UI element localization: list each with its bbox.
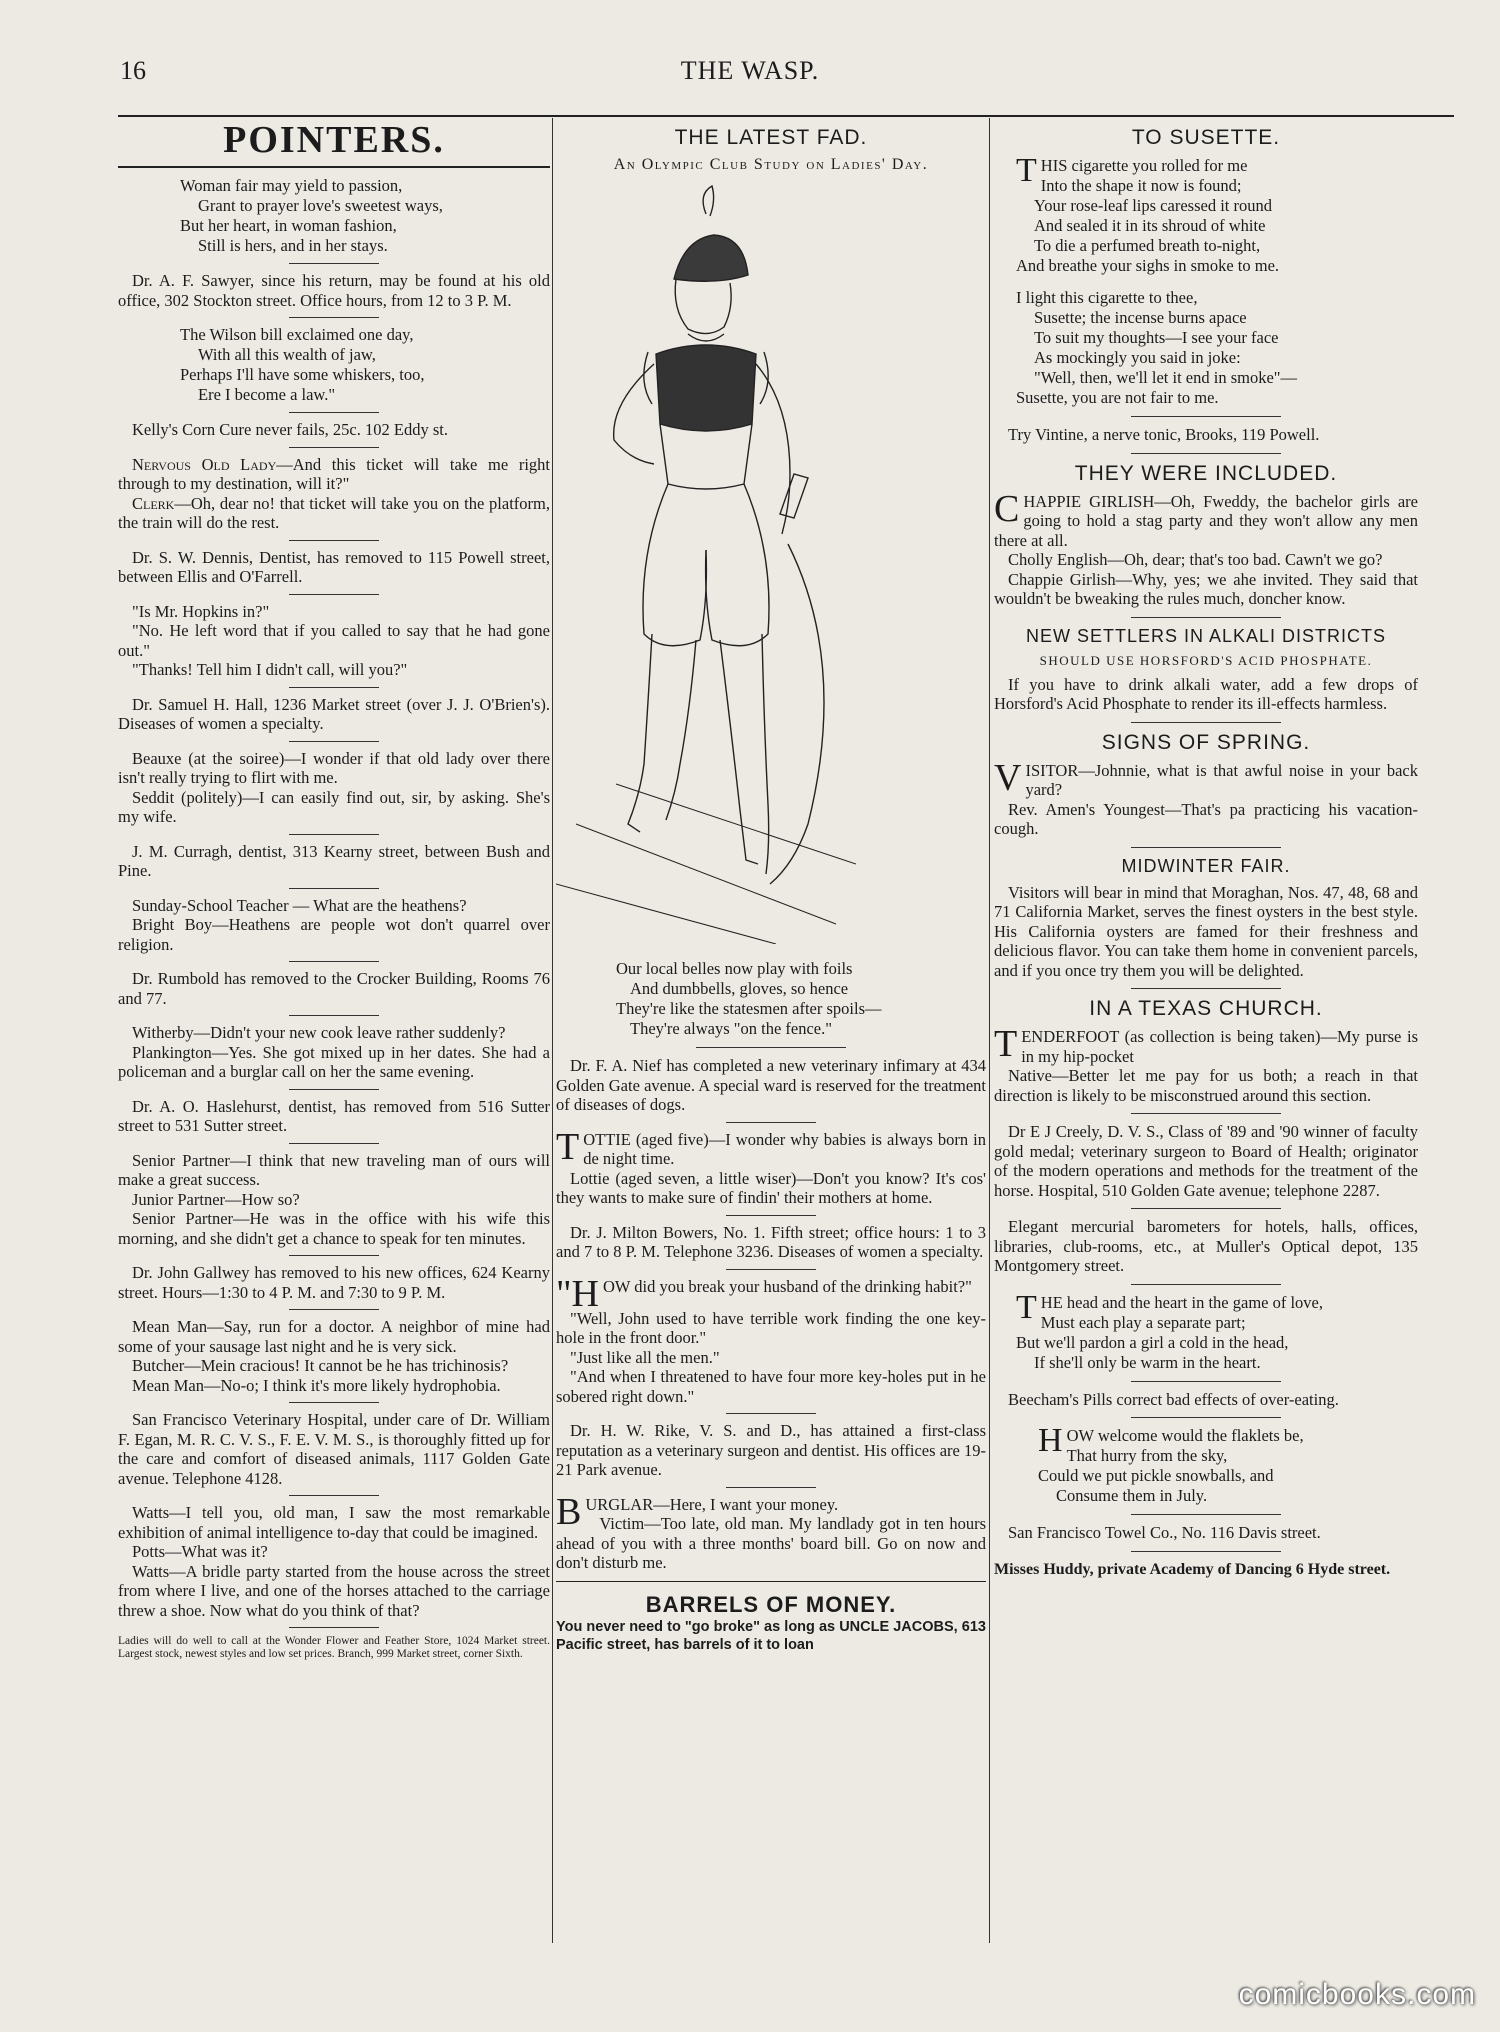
separator <box>1131 1417 1281 1418</box>
section-title-midwinter-fair: MIDWINTER FAIR. <box>1121 855 1291 876</box>
paragraph: Dr. John Gallwey has removed to his new offices, 624 Kearny street. Hours—1:30 to 4 P. M. and 7:30 to 9 P. M. <box>118 1263 550 1302</box>
dialogue-line: Junior Partner—How so? <box>132 1189 300 1209</box>
dialogue: OTTIE (aged five)—I wonder why babies is always born in de night time. <box>583 1129 986 1168</box>
dialogue-line: Senior Partner—He was in the office with his wife this morning, and she didn't get a chance to speak for ten minutes. <box>118 1209 550 1248</box>
item-rumbold <box>118 969 550 1008</box>
separator <box>1131 722 1281 723</box>
poem-head-and-heart <box>1016 1288 1418 1373</box>
subtitle-horsford: SHOULD USE HORSFORD'S ACID PHOSPHATE. <box>1039 652 1373 668</box>
poem-flaklets <box>1038 1422 1418 1506</box>
dialogue-line <box>118 494 550 533</box>
separator <box>726 1487 816 1488</box>
drop-cap: "H <box>556 1272 599 1315</box>
dialogue-line: Lottie (aged seven, a little wiser)—Don't you know? It's cos' they wants to make sure of findin' their mothers at home. <box>556 1168 986 1207</box>
item-nief <box>556 1056 986 1115</box>
column-right <box>994 118 1418 1943</box>
verse-gap <box>1016 276 1418 288</box>
separator <box>1131 1284 1281 1285</box>
caption-line: They're like the statesmen after spoils— <box>616 999 882 1018</box>
item-dennis <box>118 548 550 587</box>
item-gallwey <box>118 1263 550 1302</box>
item-burglar <box>556 1490 986 1573</box>
verse-line: But her heart, in woman fashion, <box>180 216 397 235</box>
verse-line: Still is hers, and in her stays. <box>198 236 388 255</box>
dialogue-line <box>556 1125 986 1169</box>
separator <box>289 1402 379 1403</box>
verse-line: To die a perfumed breath to-night, <box>1034 236 1261 255</box>
separator <box>1131 1208 1281 1209</box>
paragraph: San Francisco Veterinary Hospital, under care of Dr. William F. Egan, M. R. C. V. S., F. E. V. M. S., is thoroughly fitted up for the care and comfort of diseased animals, 1117 Golden Gate avenue. Telephone 4128. <box>118 1410 550 1488</box>
verse-line: Susette; the incense burns apace <box>1034 308 1247 327</box>
item-creely <box>994 1122 1418 1200</box>
item-witherby <box>118 1023 550 1082</box>
item-sawyer <box>118 271 550 310</box>
verse-line: I light this cigarette to thee, <box>1016 288 1198 307</box>
dialogue: HAPPIE GIRLISH—Oh, Fweddy, the bachelor girls are going to hold a stag party and they won't allow any men there at all. <box>994 491 1418 550</box>
separator <box>1131 1381 1281 1382</box>
dialogue-line: Senior Partner—I think that new traveling man of ours will make a great success. <box>118 1150 550 1189</box>
section-title-they-were-included: THEY WERE INCLUDED. <box>1074 461 1338 485</box>
drop-cap: V <box>994 756 1022 799</box>
dialogue-line: Native—Better let me pay for us both; a reach in that direction is likely to be misconstrued around this section. <box>994 1066 1418 1105</box>
dialogue-line: Potts—What was it? <box>132 1542 268 1561</box>
item-mean-man <box>118 1317 550 1395</box>
item-haslehurst <box>118 1097 550 1136</box>
ad-body-uncle-jacobs: You never need to "go broke" as long as UNCLE JACOBS, 613 Pacific street, has barrels of it to loan <box>556 1618 986 1653</box>
dialogue-line: Seddit (politely)—I can easily find out, sir, by asking. She's my wife. <box>118 787 550 826</box>
column-latest-fad <box>556 118 986 1943</box>
drop-cap: C <box>994 487 1020 530</box>
paragraph: Dr. A. O. Haslehurst, dentist, has removed from 516 Sutter street to 531 Sutter street. <box>118 1096 550 1135</box>
separator <box>289 1255 379 1256</box>
dialogue: URGLAR—Here, I want your money. <box>585 1494 839 1514</box>
separator <box>289 412 379 413</box>
paragraph: J. M. Curragh, dentist, 313 Kearny street, between Bush and Pine. <box>118 841 550 880</box>
separator <box>1131 453 1281 454</box>
dialogue-line: "Just like all the men." <box>570 1347 720 1367</box>
separator <box>289 447 379 448</box>
paragraph: Try Vintine, a nerve tonic, Brooks, 119 Powell. <box>1008 425 1320 444</box>
section-title-new-settlers: NEW SETTLERS IN ALKALI DISTRICTS <box>1025 625 1387 646</box>
separator <box>1131 1551 1281 1552</box>
speaker: Clerk <box>132 493 175 513</box>
column-divider <box>552 118 553 1943</box>
drop-cap: T <box>556 1125 580 1168</box>
separator <box>289 1495 379 1496</box>
separator <box>289 1015 379 1016</box>
item-senior-partner <box>118 1151 550 1249</box>
item-horsford <box>994 675 1418 714</box>
verse-line: "Well, then, we'll let it end in smoke"— <box>1034 368 1298 387</box>
verse-line: Ere I become a law." <box>198 385 336 404</box>
dialogue: ISITOR—Johnnie, what is that awful noise in your back yard? <box>1025 760 1418 799</box>
item-tenderfoot <box>994 1023 1418 1105</box>
ad-title-barrels: BARRELS OF MONEY. <box>645 1591 897 1617</box>
separator <box>1131 847 1281 848</box>
section-title-latest-fad: THE LATEST FAD. <box>674 126 868 149</box>
separator <box>1131 988 1281 989</box>
item-rike <box>556 1421 986 1480</box>
section-title-pointers: POINTERS. <box>118 118 550 168</box>
paragraph: Kelly's Corn Cure never fails, 25c. 102 Eddy st. <box>132 420 448 439</box>
dialogue-line: Watts—I tell you, old man, I saw the most remarkable exhibition of animal intelligence to-day that could be imagined. <box>118 1503 550 1542</box>
drop-cap: H <box>1038 1422 1063 1459</box>
dialogue: OW did you break your husband of the drinking habit?" <box>602 1276 972 1296</box>
ad-rule <box>556 1581 986 1582</box>
verse-line: But we'll pardon a girl a cold in the head, <box>1016 1332 1289 1352</box>
dialogue-line: Bright Boy—Heathens are people wot don't quarrel over religion. <box>118 915 550 954</box>
item-drinking-habit <box>556 1272 986 1407</box>
dialogue: —Oh, dear no! that ticket will take you on the platform, the train will do the rest. <box>118 493 550 532</box>
dialogue-line <box>994 756 1418 800</box>
separator <box>289 687 379 688</box>
separator <box>289 741 379 742</box>
dialogue-line <box>994 1023 1418 1066</box>
separator <box>289 1089 379 1090</box>
separator <box>289 834 379 835</box>
section-title-to-susette: TO SUSETTE. <box>1131 126 1281 149</box>
dialogue-line: Sunday-School Teacher — What are the heathens? <box>132 895 467 915</box>
item-beauxe <box>118 749 550 827</box>
caption-line: They're always "on the fence." <box>630 1019 832 1038</box>
dialogue-line: "And when I threatened to have four more key-holes put in he sobered right down." <box>556 1367 986 1406</box>
dialogue-line <box>556 1272 986 1315</box>
dialogue-line: Victim—Too late, old man. My landlady got in ten hours ahead of you with a three months' board bill. Go on now and don't disturb me. <box>556 1514 986 1572</box>
dialogue-line: Beauxe (at the soiree)—I wonder if that old lady over there isn't really trying to flirt with me. <box>118 748 550 787</box>
item-sunday-school <box>118 896 550 955</box>
separator <box>1131 1113 1281 1114</box>
dialogue: —And this ticket will take me right through to my destination, will it?" <box>118 454 550 493</box>
separator <box>289 961 379 962</box>
verse-line: Susette, you are not fair to me. <box>1016 388 1219 407</box>
verse-line: Woman fair may yield to passion, <box>180 176 403 195</box>
paragraph: Dr. Samuel H. Hall, 1236 Market street (over J. J. O'Brien's). Diseases of women a specialty. <box>118 694 550 733</box>
paragraph: Dr. Rumbold has removed to the Crocker Building, Rooms 76 and 77. <box>118 969 550 1008</box>
dialogue-line: Butcher—Mein cracious! It cannot be he has trichinosis? <box>132 1356 509 1375</box>
separator <box>289 594 379 595</box>
paragraph: If you have to drink alkali water, add a few drops of Horsford's Acid Phosphate to render its ill-effects harmless. <box>994 674 1418 713</box>
item-tottie <box>556 1125 986 1208</box>
paragraph: Dr. F. A. Nief has completed a new veterinary infimary at 434 Golden Gate avenue. A special ward is reserved for the treatment of diseases of dogs. <box>556 1056 986 1114</box>
verse-line: To suit my thoughts—I see your face <box>1034 328 1279 347</box>
separator <box>289 1143 379 1144</box>
column-pointers <box>118 118 550 1943</box>
item-hopkins <box>118 602 550 680</box>
separator <box>1131 1514 1281 1515</box>
item-bowers <box>556 1223 986 1262</box>
separator <box>696 1047 846 1048</box>
separator <box>289 1627 379 1628</box>
verse-woman-fair <box>180 176 550 256</box>
dialogue-line: "Well, John used to have terrible work finding the one key-hole in the front door." <box>556 1308 986 1347</box>
verse-wilson-bill <box>180 325 550 405</box>
speaker: Nervous Old Lady <box>132 454 277 474</box>
separator <box>1131 416 1281 417</box>
paragraph: Dr. J. Milton Bowers, No. 1. Fifth street; office hours: 1 to 3 and 7 to 8 P. M. Telephone 3236. Diseases of women a specialty. <box>556 1222 986 1261</box>
separator <box>726 1122 816 1123</box>
separator <box>726 1215 816 1216</box>
drop-cap: T <box>1016 152 1037 189</box>
item-vintine <box>994 425 1418 445</box>
masthead: THE WASP. <box>680 56 820 85</box>
dialogue-line: Mean Man—Say, run for a doctor. A neighbor of mine had some of your sausage last night and he is very sick. <box>118 1317 550 1356</box>
dialogue-line <box>994 487 1418 551</box>
verse-line: Into the shape it now is found; <box>1040 176 1242 195</box>
illustration-caption <box>616 959 986 1039</box>
drop-cap: T <box>1016 1288 1037 1326</box>
poem-to-susette <box>1016 152 1418 408</box>
dialogue-line: Plankington—Yes. She got mixed up in her dates. She had a policeman and a burglar call on her the same evening. <box>118 1042 550 1081</box>
dialogue-line: Rev. Amen's Youngest—That's pa practicing his vacation-cough. <box>994 799 1418 838</box>
verse-line: That hurry from the sky, <box>1066 1446 1228 1465</box>
item-beecham <box>994 1390 1418 1410</box>
verse-text: HIS cigarette you rolled for me <box>1040 156 1248 175</box>
item-hall <box>118 695 550 734</box>
verse-line: The Wilson bill exclaimed one day, <box>180 325 414 344</box>
dialogue-line: "Is Mr. Hopkins in?" <box>132 601 270 621</box>
separator <box>726 1269 816 1270</box>
item-muller <box>994 1217 1418 1276</box>
verse-text: HE head and the heart in the game of love, <box>1040 1292 1324 1312</box>
verse-line: As mockingly you said in joke: <box>1034 348 1241 367</box>
watermark-logo: comicbooks.com <box>1238 1978 1476 2011</box>
dialogue-line: "Thanks! Tell him I didn't call, will you?" <box>132 660 408 679</box>
dialogue-line: Chappie Girlish—Why, yes; we ahe invited. They said that wouldn't be bweaking the rules much, doncher know. <box>994 569 1418 608</box>
section-title-texas-church: IN A TEXAS CHURCH. <box>1089 997 1323 1020</box>
page-header <box>0 52 1500 92</box>
separator <box>289 888 379 889</box>
paragraph: Beecham's Pills correct bad effects of over-eating. <box>1008 1389 1339 1409</box>
dialogue: ENDERFOOT (as collection is being taken)—My purse is in my hip-pocket <box>1021 1027 1418 1066</box>
verse-line: With all this wealth of jaw, <box>198 345 376 364</box>
verse-line: Grant to prayer love's sweetest ways, <box>198 196 443 215</box>
item-moraghan <box>994 883 1418 981</box>
verse-line: Must each play a separate part; <box>1040 1312 1246 1332</box>
paragraph: Dr E J Creely, D. V. S., Class of '89 and '90 winner of faculty gold medal; veterinary surgeon to Board of Health; originator of the modern operations and methods for the treatment of the horse. Hospital, 510 Golden Gate avenue; telephone 2287. <box>994 1122 1418 1200</box>
separator <box>726 1413 816 1414</box>
item-watts <box>118 1503 550 1620</box>
verse-line: If she'll only be warm in the heart. <box>1034 1352 1261 1372</box>
dialogue-line <box>556 1490 986 1533</box>
separator <box>289 1309 379 1310</box>
verse-line: And sealed it in its shroud of white <box>1034 216 1266 235</box>
caption-line: Our local belles now play with foils <box>616 959 853 978</box>
separator <box>289 540 379 541</box>
verse-line: Consume them in July. <box>1056 1486 1208 1505</box>
verse-line: Could we put pickle snowballs, and <box>1038 1466 1274 1485</box>
item-kelly <box>118 420 550 440</box>
verse-line: And breathe your sighs in smoke to me. <box>1016 256 1280 275</box>
paragraph: Dr. A. F. Sawyer, since his return, may be found at his old office, 302 Stockton street. Office hours, from 12 to 3 P. M. <box>118 271 550 310</box>
dialogue-line <box>118 455 550 494</box>
verse-line: Perhaps I'll have some whiskers, too, <box>180 365 425 384</box>
paragraph: Dr. H. W. Rike, V. S. and D., has attained a first-class reputation as a veterinary surgeon and dentist. His offices are 19-21 Park avenue. <box>556 1421 986 1479</box>
item-curragh <box>118 842 550 881</box>
dialogue-line: "No. He left word that if you called to say that he had gone out." <box>118 621 550 660</box>
separator <box>289 317 379 318</box>
verse-text: OW welcome would the flaklets be, <box>1066 1426 1304 1445</box>
dialogue-line: Mean Man—No-o; I think it's more likely hydrophobia. <box>132 1375 501 1395</box>
item-chappie <box>994 487 1418 609</box>
drop-cap: B <box>556 1490 582 1533</box>
item-huddy-academy: Misses Huddy, private Academy of Dancing 6 Hyde street. <box>994 1560 1391 1578</box>
page-number: 16 <box>120 56 146 85</box>
separator <box>1131 617 1281 618</box>
fencer-illustration <box>556 184 856 944</box>
paragraph: Dr. S. W. Dennis, Dentist, has removed to 115 Powell street, between Ellis and O'Farrell. <box>118 547 550 586</box>
paragraph: San Francisco Towel Co., No. 116 Davis street. <box>1008 1523 1321 1542</box>
item-nervous-lady <box>118 455 550 533</box>
dialogue-line: Watts—A bridle party started from the house across the street from where I live, and one of the horses attached to the carriage threw a shoe. Now what do you think of that? <box>118 1561 550 1620</box>
item-veterinary-hospital <box>118 1410 550 1488</box>
item-visitor <box>994 756 1418 839</box>
item-wonder-flower: Ladies will do well to call at the Wonder Flower and Feather Store, 1024 Market street. Largest stock, newest styles and low set prices. Branch, 999 Market street, corner Sixth. <box>118 1635 550 1660</box>
dialogue-line: Cholly English—Oh, dear; that's too bad. Cawn't we go? <box>1008 550 1383 569</box>
item-towel-co <box>994 1523 1418 1543</box>
verse-line: Your rose-leaf lips caressed it round <box>1034 196 1272 215</box>
separator <box>289 263 379 264</box>
paragraph: Visitors will bear in mind that Moraghan, Nos. 47, 48, 68 and 71 California Market, serves the finest oysters in the best style. His California oysters are famed for their freshness and delicious flavor. You can take them home in convenient parcels, and if you once try them you will be delighted. <box>994 882 1418 980</box>
paragraph: Elegant mercurial barometers for hotels, halls, offices, libraries, club-rooms, etc., at Muller's Optical depot, 135 Montgomery street. <box>994 1217 1418 1275</box>
column-divider <box>989 118 990 1943</box>
caption-line: And dumbbells, gloves, so hence <box>630 979 849 998</box>
top-rule <box>118 115 1454 117</box>
drop-cap: T <box>994 1023 1018 1065</box>
subtitle-olympic-club: An Olympic Club Study on Ladies' Day. <box>613 156 929 173</box>
dialogue-line: Witherby—Didn't your new cook leave rather suddenly? <box>132 1023 506 1042</box>
section-title-signs-of-spring: SIGNS OF SPRING. <box>1101 730 1311 754</box>
